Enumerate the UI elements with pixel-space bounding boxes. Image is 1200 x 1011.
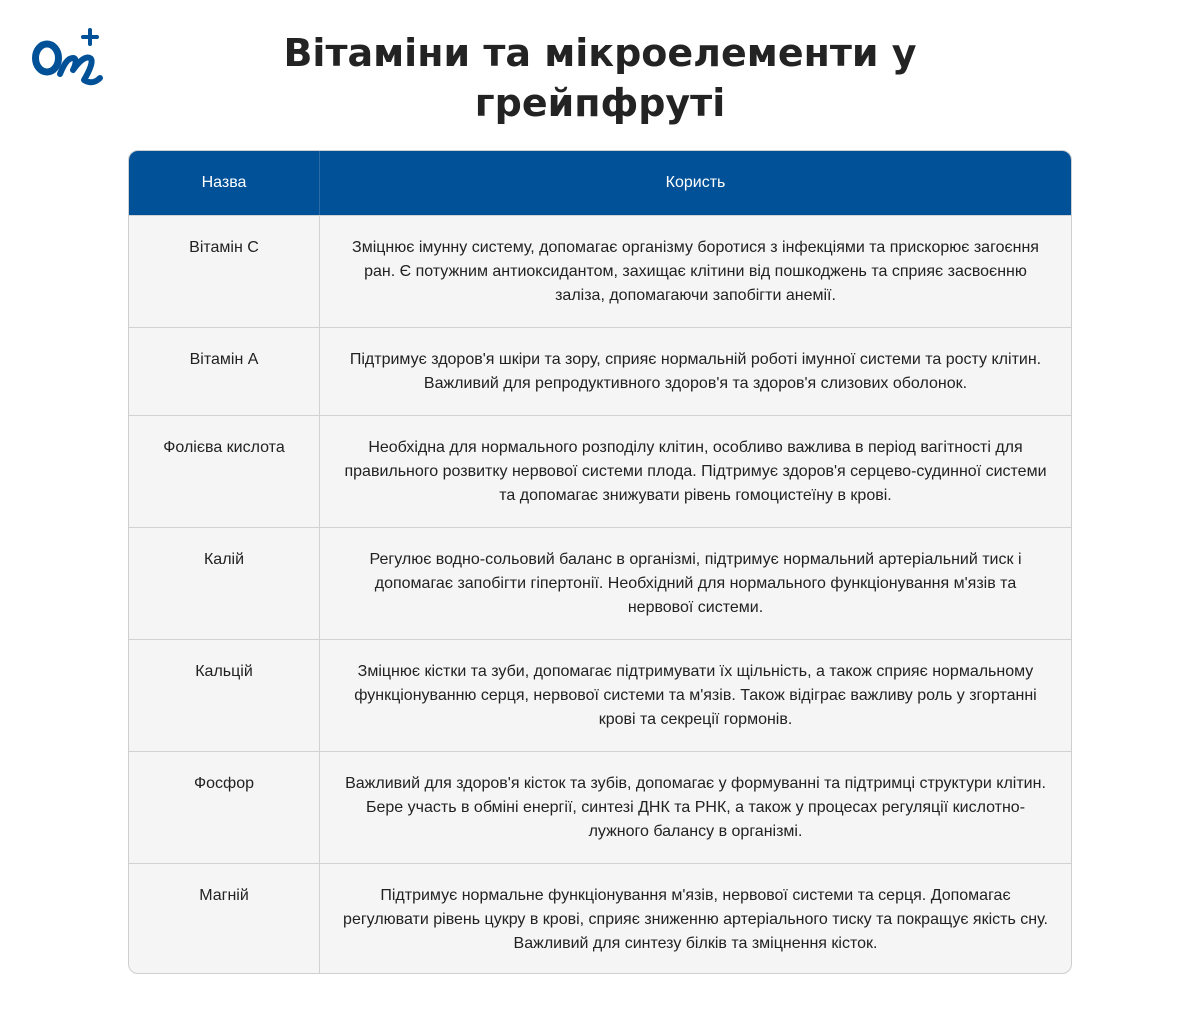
nutrient-benefit: Необхідна для нормального розподілу клітин, особливо важлива в період вагітності для правильного розвитку нервової системи плода. Підтримує здоров'я серцево-судинної системи та допомагає знижувати рівень гомоцистеїну в крові.	[344, 439, 1047, 504]
page-title: Вітаміни та мікроелементи у грейпфруті	[283, 31, 917, 125]
nutrient-benefit: Важливий для здоров'я кісток та зубів, допомагає у формуванні та підтримці структури клітин. Бере участь в обміні енергії, синтезі ДНК та РНК, а також у процесах регуляції кислотно-лужного балансу в організмі.	[345, 775, 1046, 840]
brand-logo-icon	[30, 28, 106, 94]
nutrient-benefit: Підтримує здоров'я шкіри та зору, сприяє нормальній роботі імунної системи та росту клітин. Важливий для репродуктивного здоров'я та здоров'я слизових оболонок.	[349, 351, 1042, 392]
nutrient-benefit: Зміцнює кістки та зуби, допомагає підтримувати їх щільність, а також сприяє нормальному функціонуванню серця, нервової системи та м'язів. Також відіграє важливу роль у згортанні крові та секреції гормонів.	[354, 663, 1037, 728]
nutrient-name: Фосфор	[129, 752, 320, 863]
nutrient-benefit: Регулює водно-сольовий баланс в організмі, підтримує нормальний артеріальний тиск і допомагає запобігти гіпертонії. Необхідний для нормального функціонування м'язів та нервової системи.	[369, 551, 1022, 616]
table-row	[129, 639, 1071, 751]
table-row	[129, 327, 1071, 415]
nutrient-name: Вітамін С	[129, 216, 320, 327]
nutrient-name: Вітамін А	[129, 328, 320, 415]
nutrient-benefit: Зміцнює імунну систему, допомагає організму боротися з інфекціями та прискорює загоєння ран. Є потужним антиоксидантом, захищає клітини від пошкоджень та сприяє засвоєнню заліза, допомагаючи запобігти анемії.	[352, 239, 1039, 304]
table-row	[129, 863, 1071, 974]
nutrient-benefit: Підтримує нормальне функціонування м'язів, нервової системи та серця. Допомагає регулювати рівень цукру в крові, сприяє зниженню артеріального тиску та покращує якість сну. Важливий для синтезу білків та зміцнення кісток.	[343, 887, 1048, 952]
nutrient-name: Магній	[129, 864, 320, 974]
column-header-name: Назва	[129, 151, 320, 215]
table-row	[129, 215, 1071, 327]
nutrient-name: Кальцій	[129, 640, 320, 751]
table-row	[129, 415, 1071, 527]
nutrient-name: Фолієва кислота	[129, 416, 320, 527]
column-header-benefit: Користь	[665, 174, 726, 191]
nutrient-name: Калій	[129, 528, 320, 639]
vitamins-table	[128, 150, 1072, 974]
table-row	[129, 527, 1071, 639]
table-header-row	[129, 151, 1071, 215]
table-row	[129, 751, 1071, 863]
